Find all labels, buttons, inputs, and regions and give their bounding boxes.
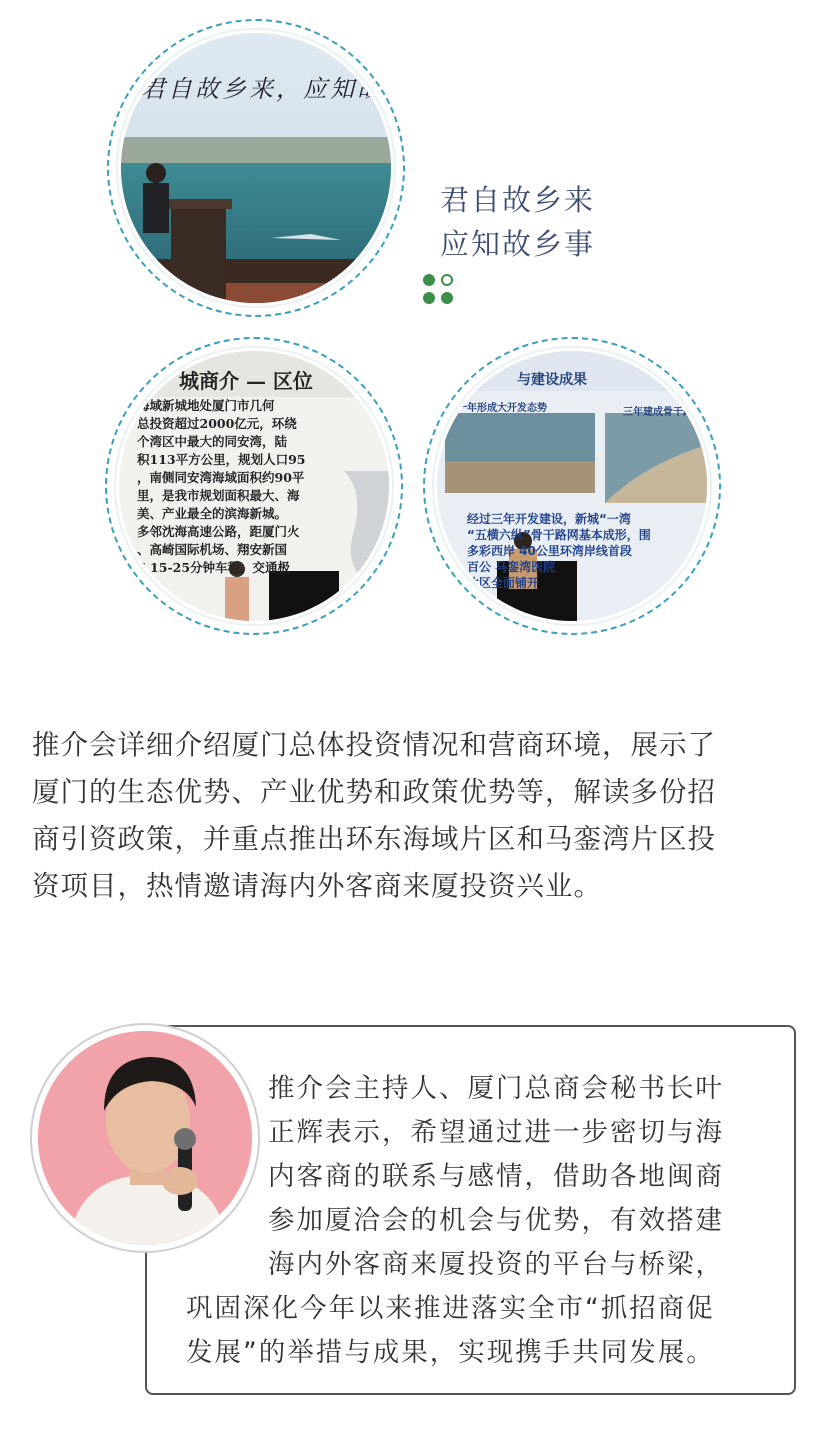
slide-left-header: 城商介 — 区位 bbox=[179, 369, 313, 393]
quote-line: 内客商的联系与感情，借助各地闽商 bbox=[268, 1161, 724, 1192]
slide-right-line: 百公 马銮湾医院 bbox=[467, 560, 556, 574]
slide-right-line: “五横六纵”骨干路网基本成形，围 bbox=[467, 528, 651, 542]
slide-left-line: 美、产业最全的滨海新城。 bbox=[137, 506, 288, 521]
slide-right-line: 片区全面铺开 bbox=[467, 576, 540, 590]
slide-right-header: 与建设成果 bbox=[517, 372, 587, 388]
quote-line: 参加厦洽会的机会与优势，有效搭建 bbox=[268, 1205, 724, 1236]
quote-line: 海内外客商来厦投资的平台与桥梁， bbox=[268, 1249, 724, 1280]
paragraph-line: 推介会详细介绍厦门总体投资情况和营商环境，展示了 bbox=[32, 729, 716, 761]
slide-left-line: ，南侧同安湾海域面积约90平 bbox=[137, 470, 305, 485]
paragraph-line: 资项目，热情邀请海内外客商来厦投资兴业。 bbox=[32, 870, 602, 902]
slide-left-line: 、高崎国际机场、翔安新国 bbox=[137, 542, 288, 557]
quote-line: 推介会主持人、厦门总商会秘书长叶 bbox=[268, 1073, 724, 1104]
slide-right-line: 多彩西岸 40公里环湾岸线首段 bbox=[467, 544, 632, 558]
quote-line: 发展”的举措与成果，实现携手共同发展。 bbox=[186, 1337, 715, 1368]
slide-left-line: 总投资超过2000亿元，环绕 bbox=[137, 416, 297, 431]
poem-line-1: 君自故乡来 bbox=[440, 183, 596, 217]
quote-line: 巩固深化今年以来推进落实全市“抓招商促 bbox=[186, 1293, 715, 1324]
quote-line: 正辉表示，希望通过进一步密切与海 bbox=[268, 1117, 724, 1148]
slide-right-caption-b: 三年建成骨干路网 bbox=[623, 407, 703, 418]
slide-left-line: 里，是我市规划面积最大、海 bbox=[137, 488, 300, 503]
slide-left-line: 多邻沈海高速公路，距厦门火 bbox=[137, 524, 300, 539]
poem-line-2: 应知故乡事 bbox=[440, 227, 596, 261]
slide-left-line: 7 15-25分钟车程，交通极 bbox=[137, 560, 291, 575]
slide-right-caption-a: 一年形成大开发态势 bbox=[457, 403, 547, 414]
slide-left-line: 积113平方公里，规划人口95 bbox=[137, 452, 306, 467]
banner-text: 君自故乡来，应知故 bbox=[141, 75, 384, 103]
slide-left-line: 个湾区中最大的同安湾，陆 bbox=[137, 434, 288, 449]
paragraph-line: 商引资政策，并重点推出环东海域片区和马銮湾片区投 bbox=[32, 823, 716, 855]
slide-left-line: 海域新城地处厦门市几何 bbox=[137, 398, 275, 413]
paragraph-line: 厦门的生态优势、产业优势和政策优势等，解读多份招 bbox=[32, 776, 716, 808]
slide-right-line: 经过三年开发建设，新城“一湾 bbox=[467, 512, 631, 526]
